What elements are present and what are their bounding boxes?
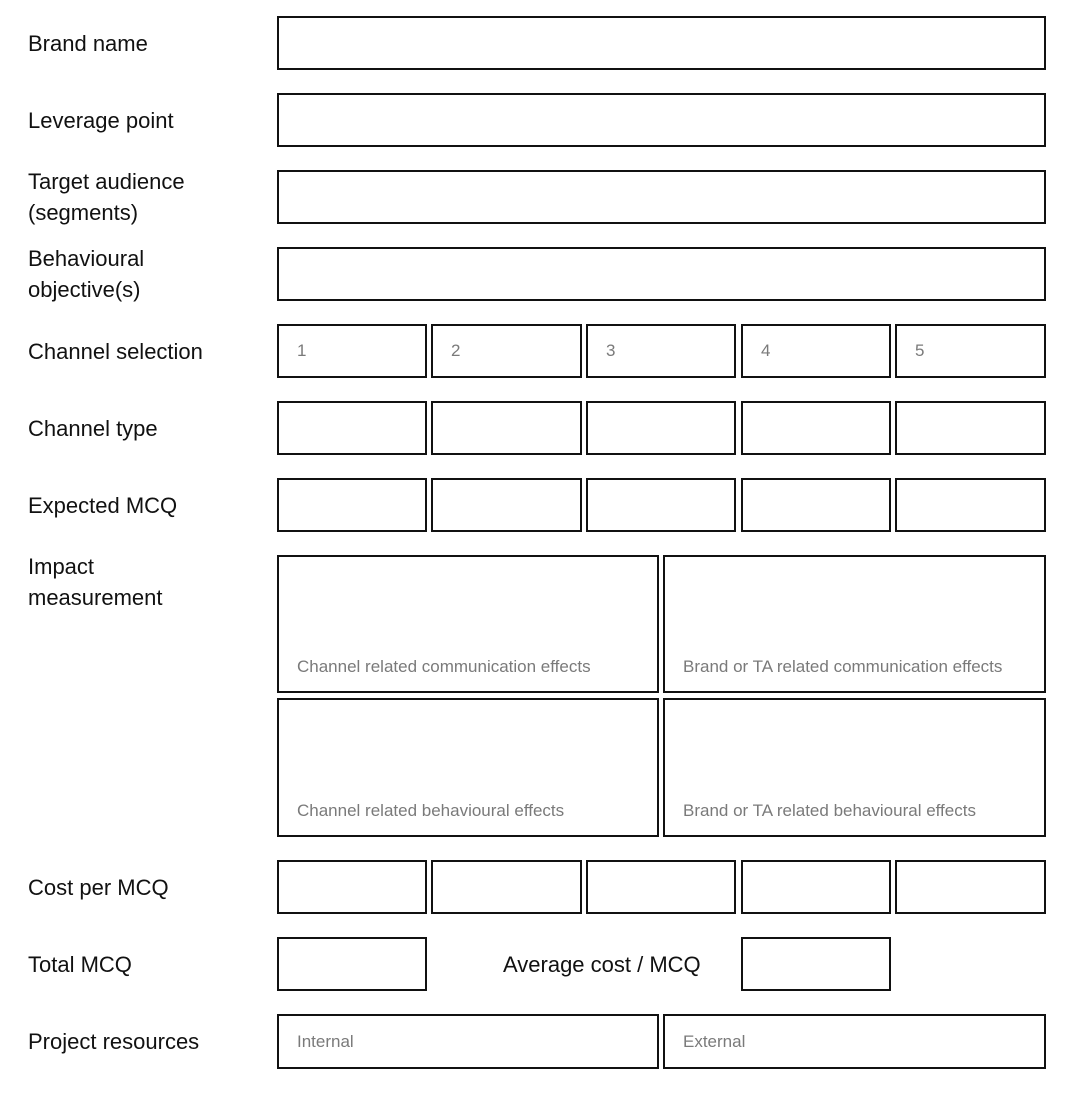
average-cost-mcq-label: Average cost / MCQ <box>503 952 701 977</box>
behavioural-objectives-label: Behavioural objective(s) <box>28 246 145 302</box>
impact-measurement-label: Impact measurement <box>28 554 163 610</box>
brand-communication-effects-field[interactable] <box>663 555 1046 693</box>
channel-selection-field-4[interactable] <box>741 324 891 378</box>
internal-resources-field[interactable] <box>277 1014 659 1069</box>
expected-mcq-field-1[interactable] <box>277 478 427 532</box>
expected-mcq-field-2[interactable] <box>431 478 582 532</box>
channel-behavioural-effects-placeholder: Channel related behavioural effects <box>297 801 565 820</box>
brand-behavioural-effects-placeholder: Brand or TA related behavioural effects <box>683 801 976 820</box>
brand-name-label: Brand name <box>28 31 148 56</box>
channel-selection-field-3[interactable] <box>586 324 736 378</box>
channel-type-label: Channel type <box>28 416 158 441</box>
cost-per-mcq-field-2[interactable] <box>431 860 582 914</box>
channel-selection-placeholder: 2 <box>451 341 461 360</box>
project-resources-label: Project resources <box>28 1029 200 1054</box>
leverage-point-field[interactable] <box>277 93 1046 147</box>
target-audience-field[interactable] <box>277 170 1046 224</box>
external-resources-field[interactable] <box>663 1014 1046 1069</box>
brand-behavioural-effects-field[interactable] <box>663 698 1046 837</box>
internal-resources-placeholder: Internal <box>297 1031 354 1051</box>
cost-per-mcq-field-5[interactable] <box>895 860 1046 914</box>
total-mcq-label: Total MCQ <box>28 952 132 977</box>
cost-per-mcq-field-1[interactable] <box>277 860 427 914</box>
channel-selection-placeholder: 4 <box>761 341 771 360</box>
brand-communication-effects-placeholder: Brand or TA related communication effects <box>683 657 1003 676</box>
external-resources-placeholder: External <box>683 1031 746 1051</box>
channel-selection-placeholder: 3 <box>606 341 616 360</box>
cost-per-mcq-field-3[interactable] <box>586 860 736 914</box>
channel-type-field-2[interactable] <box>431 401 582 455</box>
channel-type-field-3[interactable] <box>586 401 736 455</box>
channel-type-field-5[interactable] <box>895 401 1046 455</box>
channel-selection-field-1[interactable] <box>277 324 427 378</box>
total-mcq-field[interactable] <box>277 937 427 991</box>
channel-type-field-4[interactable] <box>741 401 891 455</box>
expected-mcq-field-3[interactable] <box>586 478 736 532</box>
behavioural-objectives-field[interactable] <box>277 247 1046 301</box>
average-cost-mcq-field[interactable] <box>741 937 891 991</box>
channel-selection-label: Channel selection <box>28 339 203 364</box>
channel-communication-effects-field[interactable] <box>277 555 659 693</box>
channel-selection-placeholder: 5 <box>915 341 925 360</box>
leverage-point-label: Leverage point <box>28 108 174 133</box>
expected-mcq-label: Expected MCQ <box>28 493 178 518</box>
channel-selection-field-2[interactable] <box>431 324 582 378</box>
channel-communication-effects-placeholder: Channel related communication effects <box>297 657 591 676</box>
expected-mcq-field-4[interactable] <box>741 478 891 532</box>
brand-name-field[interactable] <box>277 16 1046 70</box>
expected-mcq-field-5[interactable] <box>895 478 1046 532</box>
channel-selection-field-5[interactable] <box>895 324 1046 378</box>
cost-per-mcq-label: Cost per MCQ <box>28 875 169 900</box>
target-audience-label: Target audience (segments) <box>28 169 185 225</box>
cost-per-mcq-field-4[interactable] <box>741 860 891 914</box>
channel-behavioural-effects-field[interactable] <box>277 698 659 837</box>
channel-type-field-1[interactable] <box>277 401 427 455</box>
channel-selection-placeholder: 1 <box>297 341 307 360</box>
